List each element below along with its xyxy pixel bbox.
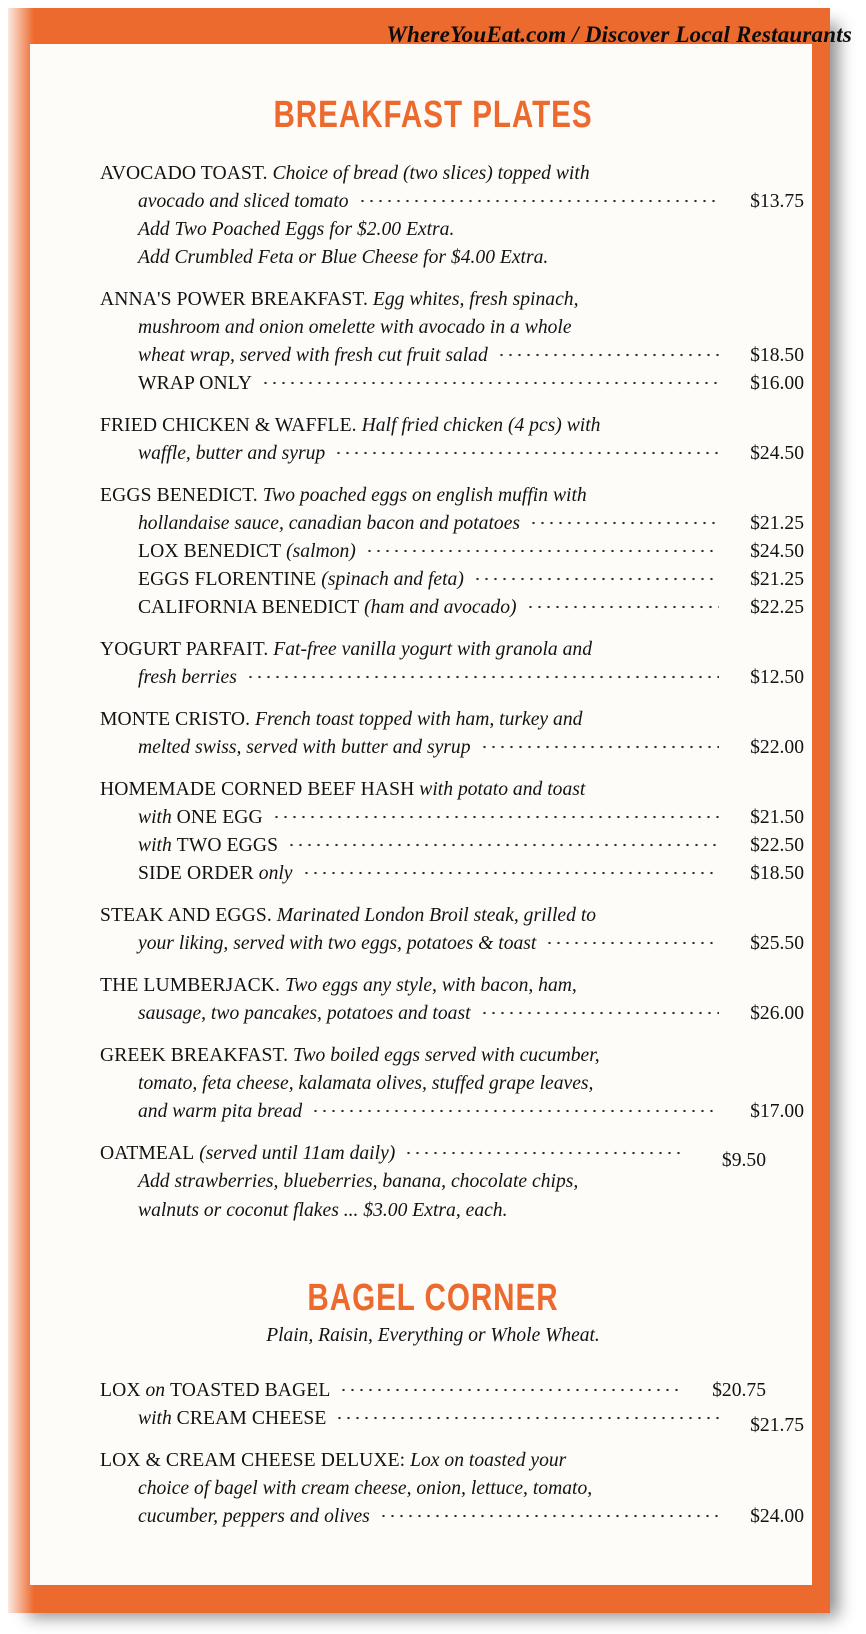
dot-leader (526, 605, 719, 609)
item-price: $21.50 (750, 807, 804, 829)
item-name: LOX BENEDICT (138, 541, 282, 563)
dot-leader (261, 381, 719, 385)
item-name: FRIED CHICKEN & WAFFLE. (100, 415, 357, 437)
menu-page (30, 44, 812, 1585)
item-description: cucumber, peppers and olives (138, 1505, 370, 1527)
menu-line (100, 734, 804, 762)
menu-line (100, 1475, 804, 1503)
item-description: Add Two Poached Eggs for $2.00 Extra. (138, 219, 455, 241)
menu-line (100, 370, 804, 398)
item-name: YOGURT PARFAIT. (100, 639, 269, 661)
item-description: (ham and avocado) (359, 597, 517, 619)
dot-leader (335, 1416, 719, 1420)
menu-line (100, 664, 804, 692)
item-description: avocado and sliced tomato (138, 191, 349, 213)
item-name: AVOCADO TOAST. (100, 163, 268, 184)
menu-line (100, 160, 766, 188)
item-name: CALIFORNIA BENEDICT (138, 597, 360, 619)
item-price: $18.50 (750, 863, 804, 885)
item-price: $16.00 (750, 373, 804, 395)
item-description: with potato and toast (414, 779, 586, 801)
item-description: Choice of bread (two slices) topped with (267, 163, 590, 184)
menu-line (100, 902, 766, 930)
menu-entry (100, 1042, 804, 1126)
menu-entry (100, 776, 804, 888)
menu-line (100, 1503, 804, 1531)
item-description: with (138, 1407, 177, 1429)
item-price: $17.00 (750, 1101, 804, 1123)
menu-line (100, 1140, 766, 1172)
menu-entry (100, 1377, 804, 1436)
item-description: melted swiss, served with butter and syrup (138, 737, 471, 759)
item-name: SIDE ORDER (138, 863, 254, 885)
menu-line (100, 1405, 804, 1436)
menu-line (100, 776, 766, 804)
menu-entry (100, 412, 804, 468)
dot-leader (379, 1514, 719, 1518)
item-price: $21.25 (750, 569, 804, 591)
menu-line (100, 1168, 804, 1196)
item-name: EGGS FLORENTINE (138, 569, 317, 591)
item-description: French toast topped with ham, turkey and (250, 709, 583, 731)
section-subtitle-bagel-corner: Plain, Raisin, Everything or Whole Wheat. (266, 1324, 600, 1346)
menu-line (100, 1070, 804, 1098)
dot-leader (473, 577, 719, 581)
dot-leader (365, 549, 719, 553)
item-name-secondary: TWO EGGS (176, 835, 279, 857)
item-price: $24.50 (750, 541, 804, 563)
item-description: sausage, two pancakes, potatoes and toast (138, 1003, 471, 1025)
menu-paper-frame (8, 8, 830, 1613)
item-description: Add Crumbled Feta or Blue Cheese for $4.00 Extra. (138, 247, 549, 269)
menu-line (100, 342, 804, 370)
menu-line (100, 1377, 766, 1405)
menu-line (100, 188, 804, 216)
item-description: (served until 11am daily) (194, 1143, 396, 1165)
item-price: $12.50 (750, 667, 804, 689)
dot-leader (246, 675, 719, 679)
menu-line (100, 706, 766, 734)
item-name: GREEK BREAKFAST. (100, 1045, 289, 1067)
item-price: $20.75 (712, 1379, 766, 1401)
menu-entry (100, 286, 804, 398)
item-price: $13.75 (750, 191, 804, 213)
item-price: $22.25 (750, 597, 804, 619)
item-name-secondary: TOASTED BAGEL (169, 1379, 331, 1401)
item-name: EGGS BENEDICT. (100, 485, 258, 507)
menu-line (100, 566, 804, 594)
item-description: Add strawberries, blueberries, banana, chocolate chips, (138, 1171, 579, 1193)
menu-line (100, 510, 804, 538)
menu-line (100, 1197, 804, 1225)
menu-line (100, 286, 766, 314)
menu-entry (100, 1140, 766, 1224)
item-description: choice of bagel with cream cheese, onion, lettuce, tomato, (138, 1477, 593, 1499)
item-price: $18.50 (750, 345, 804, 367)
menu-line (100, 804, 804, 832)
item-price: $9.50 (721, 1150, 766, 1172)
dot-leader (529, 521, 719, 525)
item-name: WRAP ONLY (138, 373, 253, 395)
menu-line (100, 930, 804, 958)
menu-line (100, 1447, 766, 1475)
item-description: with (138, 807, 177, 829)
dot-leader (497, 353, 719, 357)
item-description: Two eggs any style, with bacon, ham, (280, 975, 577, 997)
section-title-bagel-corner: BAGEL CORNER (307, 1276, 559, 1319)
dot-leader (334, 451, 719, 455)
dot-leader (311, 1109, 719, 1113)
dot-leader (480, 745, 719, 749)
dot-leader (287, 843, 719, 847)
menu-line (100, 1042, 766, 1070)
menu-entry (100, 1447, 804, 1531)
menu-line (100, 636, 766, 664)
menu-entry (100, 160, 804, 272)
menu-entry (100, 636, 804, 692)
item-description: tomato, feta cheese, kalamata olives, stuffed grape leaves, (138, 1073, 594, 1095)
dot-leader (339, 1388, 681, 1392)
item-price: $21.25 (750, 513, 804, 535)
item-price: $25.50 (750, 933, 804, 955)
menu-line (100, 314, 804, 342)
menu-line (100, 244, 804, 272)
menu-line (100, 216, 804, 244)
section-title-breakfast-plates: BREAKFAST PLATES (273, 94, 593, 136)
dot-leader (358, 199, 719, 203)
item-description: wheat wrap, served with fresh cut fruit salad (138, 345, 488, 367)
item-price: $24.00 (750, 1505, 804, 1527)
item-price: $21.75 (750, 1414, 804, 1436)
menu-line (100, 832, 804, 860)
item-name: STEAK AND EGGS. (100, 905, 272, 927)
menu-entry (100, 482, 804, 622)
menu-line (100, 482, 766, 510)
item-name: THE LUMBERJACK. (100, 975, 281, 997)
item-name: OATMEAL (100, 1143, 195, 1165)
item-description: your liking, served with two eggs, potatoes & toast (138, 933, 537, 955)
dot-leader (480, 1011, 719, 1015)
dot-leader (545, 941, 719, 945)
item-description: only (253, 863, 293, 885)
item-name: MONTE CRISTO. (100, 709, 251, 731)
menu-entry (100, 902, 804, 958)
item-description: mushroom and onion omelette with avocado in a whole (138, 317, 572, 339)
item-description: Two boiled eggs served with cucumber, (288, 1045, 600, 1067)
item-name: ANNA'S POWER BREAKFAST. (100, 289, 369, 311)
menu-content (30, 44, 812, 1545)
menu-line (100, 860, 804, 888)
item-price: $22.00 (750, 737, 804, 759)
item-description: Marinated London Broil steak, grilled to (271, 905, 597, 927)
item-description: Fat-free vanilla yogurt with granola and (268, 639, 592, 661)
menu-entry (100, 972, 804, 1028)
item-description: and warm pita bread (138, 1101, 303, 1123)
item-description: (spinach and feta) (316, 569, 464, 591)
menu-line (100, 594, 804, 622)
item-name: LOX & CREAM CHEESE DELUXE: (100, 1449, 406, 1471)
item-name: LOX (100, 1379, 141, 1401)
item-description: Lox on toasted your (405, 1449, 567, 1471)
item-description: Half fried chicken (4 pcs) with (356, 415, 601, 437)
item-price: $22.50 (750, 835, 804, 857)
menu-line (100, 1000, 804, 1028)
dot-leader (302, 871, 720, 875)
menu-line (100, 1098, 804, 1126)
item-name: HOMEMADE CORNED BEEF HASH (100, 779, 415, 801)
menu-line (100, 538, 804, 566)
item-description: walnuts or coconut flakes ... $3.00 Extra, each. (138, 1199, 508, 1221)
menu-line (100, 972, 766, 1000)
item-description: with (138, 835, 177, 857)
item-description: waffle, butter and syrup (138, 443, 326, 465)
site-watermark: WhereYouEat.com / Discover Local Restaurants (386, 22, 852, 47)
menu-line (100, 440, 804, 468)
menu-entry (100, 706, 804, 762)
item-price: $26.00 (750, 1003, 804, 1025)
item-description: hollandaise sauce, canadian bacon and potatoes (138, 513, 521, 535)
item-description: (salmon) (281, 541, 356, 563)
item-name-secondary: ONE EGG (176, 807, 263, 829)
item-description: Two poached eggs on english muffin with (257, 485, 587, 507)
item-name-secondary: CREAM CHEESE (176, 1407, 327, 1429)
item-description: Egg whites, fresh spinach, (368, 289, 579, 311)
menu-line (100, 412, 766, 440)
item-price: $24.50 (750, 443, 804, 465)
dot-leader (404, 1151, 681, 1155)
item-description: fresh berries (138, 667, 237, 689)
dot-leader (272, 815, 719, 819)
item-description: on (140, 1379, 170, 1401)
